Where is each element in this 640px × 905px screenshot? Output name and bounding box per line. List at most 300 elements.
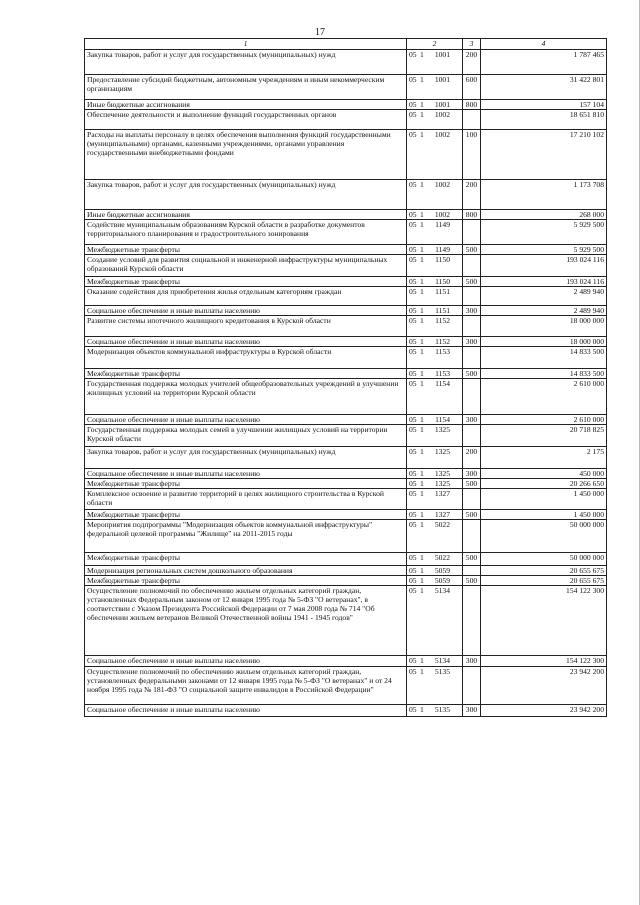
row-code bbox=[407, 316, 463, 337]
row-expense-type bbox=[463, 220, 481, 245]
row-amount: 154 122 300 bbox=[481, 586, 607, 656]
row-code-program: 1 bbox=[420, 425, 424, 434]
table-row bbox=[85, 255, 607, 277]
row-name: Межбюджетные трансферты bbox=[85, 369, 407, 379]
row-code-section: 05 bbox=[409, 245, 417, 254]
row-code bbox=[407, 553, 463, 566]
table-row bbox=[85, 576, 607, 586]
row-code bbox=[407, 425, 463, 447]
table-row bbox=[85, 110, 607, 130]
row-amount: 23 942 200 bbox=[481, 705, 607, 717]
row-code bbox=[407, 277, 463, 287]
row-expense-type bbox=[463, 347, 481, 369]
row-code-section: 05 bbox=[409, 553, 417, 562]
row-code-parts bbox=[409, 316, 460, 325]
row-code-program: 1 bbox=[420, 337, 424, 346]
row-code-section: 05 bbox=[409, 347, 417, 356]
row-name: Комплексное освоение и развитие территорий в целях жилищного строительства в Курской области bbox=[85, 489, 407, 510]
table-row bbox=[85, 425, 607, 447]
row-code bbox=[407, 566, 463, 576]
row-name: Оказание содействия для приобретения жилья отдельным категориям граждан bbox=[85, 287, 407, 306]
row-code-parts bbox=[409, 130, 460, 139]
row-code-number: 5135 bbox=[434, 705, 450, 714]
column-header-name: 1 bbox=[85, 39, 407, 50]
row-code-parts bbox=[409, 489, 460, 498]
row-amount: 23 942 200 bbox=[481, 667, 607, 705]
row-expense-type: 500 bbox=[463, 277, 481, 287]
row-code-program: 1 bbox=[420, 369, 424, 378]
row-expense-type bbox=[463, 520, 481, 553]
row-code-program: 1 bbox=[420, 469, 424, 478]
row-code-number: 1154 bbox=[435, 415, 450, 424]
row-amount: 5 929 500 bbox=[481, 220, 607, 245]
row-code-section: 05 bbox=[409, 369, 417, 378]
row-code-parts bbox=[409, 553, 460, 562]
table-row bbox=[85, 553, 607, 566]
row-expense-type bbox=[463, 425, 481, 447]
row-code-parts bbox=[409, 75, 460, 84]
row-code-number: 1152 bbox=[435, 316, 450, 325]
table-row bbox=[85, 489, 607, 510]
row-expense-type bbox=[463, 489, 481, 510]
row-name: Социальное обеспечение и иные выплаты населению bbox=[85, 306, 407, 316]
row-code-program: 1 bbox=[420, 586, 424, 595]
row-code-program: 1 bbox=[420, 576, 424, 585]
row-code-number: 5134 bbox=[434, 656, 450, 665]
row-amount: 1 450 000 bbox=[481, 489, 607, 510]
row-code-program: 1 bbox=[420, 277, 424, 286]
row-code-parts bbox=[409, 277, 460, 286]
table-row bbox=[85, 415, 607, 425]
row-code-number: 1002 bbox=[434, 110, 450, 119]
table-body bbox=[85, 50, 607, 717]
row-code-parts bbox=[409, 479, 460, 488]
row-code bbox=[407, 379, 463, 415]
table-row bbox=[85, 586, 607, 656]
row-code-number: 1150 bbox=[435, 255, 450, 264]
row-code-section: 05 bbox=[409, 576, 417, 585]
row-name: Развитие системы ипотечного жилищного кредитования в Курской области bbox=[85, 316, 407, 337]
row-code-program: 1 bbox=[420, 479, 424, 488]
row-amount: 20 655 675 bbox=[481, 576, 607, 586]
row-amount: 5 929 500 bbox=[481, 245, 607, 255]
row-code-program: 1 bbox=[420, 220, 424, 229]
row-code bbox=[407, 287, 463, 306]
row-code bbox=[407, 415, 463, 425]
row-amount: 1 450 000 bbox=[481, 510, 607, 520]
row-code-number: 5135 bbox=[434, 667, 450, 676]
row-code-number: 1150 bbox=[435, 277, 450, 286]
row-code-number: 1001 bbox=[434, 100, 450, 109]
table-row bbox=[85, 210, 607, 220]
row-name: Содействие муниципальным образованиям Курской области в разработке документов территориального планирования и градостроительного зонирования bbox=[85, 220, 407, 245]
row-name: Модернизация региональных систем дошкольного образования bbox=[85, 566, 407, 576]
row-code bbox=[407, 586, 463, 656]
row-code-section: 05 bbox=[409, 520, 417, 529]
row-code-number: 1149 bbox=[435, 220, 450, 229]
table-row bbox=[85, 75, 607, 100]
row-name: Государственная поддержка молодых семей в улучшении жилищных условий на территории Курской области bbox=[85, 425, 407, 447]
row-expense-type: 500 bbox=[463, 553, 481, 566]
row-expense-type: 300 bbox=[463, 337, 481, 347]
table-row bbox=[85, 656, 607, 667]
table-row bbox=[85, 220, 607, 245]
row-code-number: 5022 bbox=[434, 520, 450, 529]
row-name: Социальное обеспечение и иные выплаты населению bbox=[85, 656, 407, 667]
row-code-section: 05 bbox=[409, 50, 417, 59]
row-code-parts bbox=[409, 469, 460, 478]
row-amount: 50 000 000 bbox=[481, 553, 607, 566]
row-code-number: 5059 bbox=[434, 576, 450, 585]
row-name: Межбюджетные трансферты bbox=[85, 479, 407, 489]
row-code-parts bbox=[409, 255, 460, 264]
row-code-program: 1 bbox=[420, 210, 424, 219]
row-code-number: 5022 bbox=[434, 553, 450, 562]
table-row bbox=[85, 306, 607, 316]
table-row bbox=[85, 469, 607, 479]
row-code-section: 05 bbox=[409, 447, 417, 456]
table-row bbox=[85, 130, 607, 180]
row-name: Социальное обеспечение и иные выплаты населению bbox=[85, 705, 407, 717]
row-amount: 14 833 500 bbox=[481, 369, 607, 379]
row-amount: 2 610 000 bbox=[481, 379, 607, 415]
row-code-program: 1 bbox=[420, 130, 424, 139]
row-amount: 50 000 000 bbox=[481, 520, 607, 553]
row-code bbox=[407, 306, 463, 316]
row-code-section: 05 bbox=[409, 316, 417, 325]
row-code bbox=[407, 50, 463, 75]
row-code-section: 05 bbox=[409, 306, 417, 315]
row-name: Иные бюджетные ассигнования bbox=[85, 210, 407, 220]
row-code-parts bbox=[409, 425, 460, 434]
row-code-number: 1153 bbox=[435, 347, 450, 356]
row-expense-type: 200 bbox=[463, 180, 481, 210]
row-expense-type bbox=[463, 566, 481, 576]
row-code bbox=[407, 656, 463, 667]
row-expense-type: 500 bbox=[463, 479, 481, 489]
row-code bbox=[407, 180, 463, 210]
row-amount: 157 104 bbox=[481, 100, 607, 110]
row-code-section: 05 bbox=[409, 510, 417, 519]
budget-table bbox=[84, 38, 607, 717]
row-name: Закупка товаров, работ и услуг для государственных (муниципальных) нужд bbox=[85, 50, 407, 75]
row-expense-type: 300 bbox=[463, 705, 481, 717]
row-code bbox=[407, 369, 463, 379]
row-code bbox=[407, 245, 463, 255]
row-code-parts bbox=[409, 447, 460, 456]
row-code bbox=[407, 447, 463, 469]
row-code-program: 1 bbox=[420, 705, 424, 714]
row-code-section: 05 bbox=[409, 667, 417, 676]
row-code-program: 1 bbox=[420, 415, 424, 424]
row-expense-type bbox=[463, 110, 481, 130]
row-expense-type: 500 bbox=[463, 245, 481, 255]
row-code-section: 05 bbox=[409, 255, 417, 264]
row-code-section: 05 bbox=[409, 210, 417, 219]
row-code bbox=[407, 220, 463, 245]
row-code-program: 1 bbox=[420, 656, 424, 665]
table-row bbox=[85, 379, 607, 415]
row-code-parts bbox=[409, 210, 460, 219]
row-amount: 2 610 000 bbox=[481, 415, 607, 425]
row-code bbox=[407, 469, 463, 479]
row-code-parts bbox=[409, 576, 460, 585]
row-expense-type: 300 bbox=[463, 656, 481, 667]
row-code-program: 1 bbox=[420, 110, 424, 119]
row-name: Межбюджетные трансферты bbox=[85, 576, 407, 586]
table-row bbox=[85, 667, 607, 705]
row-amount: 268 000 bbox=[481, 210, 607, 220]
row-code-section: 05 bbox=[409, 489, 417, 498]
row-code-number: 1002 bbox=[434, 210, 450, 219]
row-code-parts bbox=[409, 347, 460, 356]
row-code-section: 05 bbox=[409, 586, 417, 595]
row-code bbox=[407, 667, 463, 705]
row-code bbox=[407, 255, 463, 277]
row-code-section: 05 bbox=[409, 337, 417, 346]
row-amount: 20 266 650 bbox=[481, 479, 607, 489]
row-code-program: 1 bbox=[420, 520, 424, 529]
table-row bbox=[85, 347, 607, 369]
row-code-number: 1001 bbox=[434, 50, 450, 59]
row-name: Иные бюджетные ассигнования bbox=[85, 100, 407, 110]
table-row bbox=[85, 520, 607, 553]
row-code-number: 1325 bbox=[434, 425, 450, 434]
row-code-parts bbox=[409, 586, 460, 595]
table-row bbox=[85, 510, 607, 520]
row-name: Мероприятия подпрограммы "Модернизация объектов коммунальной инфраструктуры" федеральной целевой программы "Жилище" на 2011-2015 годы bbox=[85, 520, 407, 553]
row-code-number: 1325 bbox=[434, 469, 450, 478]
row-name: Межбюджетные трансферты bbox=[85, 553, 407, 566]
column-header-expense-type: 3 bbox=[463, 39, 481, 50]
row-code-section: 05 bbox=[409, 656, 417, 665]
row-name: Межбюджетные трансферты bbox=[85, 245, 407, 255]
row-expense-type bbox=[463, 379, 481, 415]
table-row bbox=[85, 447, 607, 469]
row-code-parts bbox=[409, 220, 460, 229]
row-code-program: 1 bbox=[420, 75, 424, 84]
row-amount: 2 489 940 bbox=[481, 306, 607, 316]
row-code-parts bbox=[409, 50, 460, 59]
row-code-section: 05 bbox=[409, 566, 417, 575]
table-row bbox=[85, 50, 607, 75]
row-code-number: 1325 bbox=[434, 447, 450, 456]
row-code-number: 1149 bbox=[435, 245, 450, 254]
row-expense-type: 300 bbox=[463, 469, 481, 479]
row-name: Расходы на выплаты персоналу в целях обеспечения выполнения функций государственными (муниципальными) органами, казенными учреждениями, органами управления государственными внебюджетными фондами bbox=[85, 130, 407, 180]
row-code-number: 5134 bbox=[434, 586, 450, 595]
row-code-parts bbox=[409, 379, 460, 388]
column-header-code: 2 bbox=[407, 39, 463, 50]
row-expense-type bbox=[463, 316, 481, 337]
row-expense-type bbox=[463, 255, 481, 277]
row-code-parts bbox=[409, 306, 460, 315]
row-expense-type: 500 bbox=[463, 369, 481, 379]
row-amount: 18 000 000 bbox=[481, 316, 607, 337]
row-code-section: 05 bbox=[409, 379, 417, 388]
row-name: Закупка товаров, работ и услуг для государственных (муниципальных) нужд bbox=[85, 447, 407, 469]
row-code-section: 05 bbox=[409, 469, 417, 478]
row-code bbox=[407, 100, 463, 110]
table-row bbox=[85, 245, 607, 255]
row-amount: 20 655 675 bbox=[481, 566, 607, 576]
row-code bbox=[407, 479, 463, 489]
row-code-program: 1 bbox=[420, 347, 424, 356]
row-code bbox=[407, 510, 463, 520]
row-code-section: 05 bbox=[409, 75, 417, 84]
row-code bbox=[407, 520, 463, 553]
row-expense-type: 500 bbox=[463, 576, 481, 586]
row-expense-type: 500 bbox=[463, 510, 481, 520]
row-code-section: 05 bbox=[409, 479, 417, 488]
row-code-parts bbox=[409, 110, 460, 119]
table-row bbox=[85, 100, 607, 110]
row-code bbox=[407, 347, 463, 369]
row-code-section: 05 bbox=[409, 277, 417, 286]
row-code-section: 05 bbox=[409, 180, 417, 189]
row-name: Государственная поддержка молодых учителей общеобразовательных учреждений в улучшении жилищных условий на территории Курской области bbox=[85, 379, 407, 415]
row-amount: 450 000 bbox=[481, 469, 607, 479]
row-amount: 31 422 801 bbox=[481, 75, 607, 100]
row-expense-type: 800 bbox=[463, 210, 481, 220]
row-code-parts bbox=[409, 369, 460, 378]
row-code-section: 05 bbox=[409, 130, 417, 139]
table-row bbox=[85, 316, 607, 337]
row-code-number: 1325 bbox=[434, 479, 450, 488]
row-code-program: 1 bbox=[420, 489, 424, 498]
row-code bbox=[407, 210, 463, 220]
row-code-section: 05 bbox=[409, 110, 417, 119]
row-expense-type bbox=[463, 586, 481, 656]
row-code bbox=[407, 337, 463, 347]
row-code bbox=[407, 489, 463, 510]
row-code-section: 05 bbox=[409, 415, 417, 424]
row-code bbox=[407, 705, 463, 717]
row-expense-type: 800 bbox=[463, 100, 481, 110]
row-name: Осуществление полномочий по обеспечению жильем отдельных категорий граждан, установленных федеральными законами от 12 января 1995 года № 5-ФЗ "О ветеранах" и от 24 ноября 1995 года № 181-ФЗ "О социальной защите инвалидов в Российской Федерации" bbox=[85, 667, 407, 705]
row-code-section: 05 bbox=[409, 100, 417, 109]
row-code-program: 1 bbox=[420, 379, 424, 388]
table-row bbox=[85, 287, 607, 306]
row-code-program: 1 bbox=[420, 316, 424, 325]
row-expense-type bbox=[463, 667, 481, 705]
row-code-number: 1327 bbox=[434, 510, 450, 519]
table-row bbox=[85, 369, 607, 379]
row-amount: 2 175 bbox=[481, 447, 607, 469]
row-code-section: 05 bbox=[409, 220, 417, 229]
row-amount: 1 787 465 bbox=[481, 50, 607, 75]
page-number: 17 bbox=[315, 27, 325, 38]
row-code-parts bbox=[409, 656, 460, 665]
row-code bbox=[407, 75, 463, 100]
row-name: Межбюджетные трансферты bbox=[85, 510, 407, 520]
table-row bbox=[85, 180, 607, 210]
row-name: Межбюджетные трансферты bbox=[85, 277, 407, 287]
row-code-program: 1 bbox=[420, 566, 424, 575]
row-code-number: 1002 bbox=[434, 130, 450, 139]
row-name: Закупка товаров, работ и услуг для государственных (муниципальных) нужд bbox=[85, 180, 407, 210]
row-expense-type: 300 bbox=[463, 306, 481, 316]
row-code-program: 1 bbox=[420, 510, 424, 519]
table-row bbox=[85, 705, 607, 717]
row-code-parts bbox=[409, 415, 460, 424]
row-code-number: 1151 bbox=[435, 306, 450, 315]
row-amount: 1 173 708 bbox=[481, 180, 607, 210]
row-name: Социальное обеспечение и иные выплаты населению bbox=[85, 469, 407, 479]
row-code-number: 5059 bbox=[434, 566, 450, 575]
row-code-program: 1 bbox=[420, 245, 424, 254]
row-expense-type: 200 bbox=[463, 447, 481, 469]
row-amount: 193 024 116 bbox=[481, 277, 607, 287]
row-code bbox=[407, 130, 463, 180]
row-code-program: 1 bbox=[420, 553, 424, 562]
row-expense-type bbox=[463, 287, 481, 306]
row-code-parts bbox=[409, 245, 460, 254]
row-code-program: 1 bbox=[420, 287, 424, 296]
row-name: Обеспечение деятельности и выполнение функций государственных органов bbox=[85, 110, 407, 130]
row-code-number: 1151 bbox=[435, 287, 450, 296]
row-code-parts bbox=[409, 520, 460, 529]
row-amount: 18 000 000 bbox=[481, 337, 607, 347]
row-code-section: 05 bbox=[409, 287, 417, 296]
row-name: Социальное обеспечение и иные выплаты населению bbox=[85, 337, 407, 347]
row-code-parts bbox=[409, 287, 460, 296]
row-amount: 2 489 940 bbox=[481, 287, 607, 306]
row-code bbox=[407, 110, 463, 130]
row-code-program: 1 bbox=[420, 100, 424, 109]
row-amount: 17 210 102 bbox=[481, 130, 607, 180]
row-name: Модернизация объектов коммунальной инфраструктуры в Курской области bbox=[85, 347, 407, 369]
row-code-parts bbox=[409, 180, 460, 189]
table-row bbox=[85, 337, 607, 347]
row-code-number: 1153 bbox=[435, 369, 450, 378]
row-code-program: 1 bbox=[420, 306, 424, 315]
row-code-parts bbox=[409, 667, 460, 676]
row-expense-type: 200 bbox=[463, 50, 481, 75]
row-expense-type: 300 bbox=[463, 415, 481, 425]
row-code-parts bbox=[409, 566, 460, 575]
row-code-program: 1 bbox=[420, 255, 424, 264]
row-amount: 20 718 825 bbox=[481, 425, 607, 447]
row-code-program: 1 bbox=[420, 50, 424, 59]
row-name: Предоставление субсидий бюджетным, автономным учреждениям и иным некоммерческим организациям bbox=[85, 75, 407, 100]
row-amount: 154 122 300 bbox=[481, 656, 607, 667]
table-header-row bbox=[85, 39, 607, 50]
row-code-number: 1001 bbox=[434, 75, 450, 84]
row-code-parts bbox=[409, 337, 460, 346]
table-row bbox=[85, 566, 607, 576]
row-name: Осуществление полномочий по обеспечению жильем отдельных категорий граждан, установленных Федеральным законом от 12 января 1995 года № 5-ФЗ "О ветеранах", в соответствии с Указом Президента Российской Федерации от 7 мая 2008 года № 714 "Об обеспечении жильем ветеранов Великой Отечественной войны 1941 - 1945 годов" bbox=[85, 586, 407, 656]
row-code-program: 1 bbox=[420, 447, 424, 456]
row-amount: 14 833 500 bbox=[481, 347, 607, 369]
row-amount: 18 651 810 bbox=[481, 110, 607, 130]
row-expense-type: 600 bbox=[463, 75, 481, 100]
row-name: Социальное обеспечение и иные выплаты населению bbox=[85, 415, 407, 425]
row-code-parts bbox=[409, 705, 460, 714]
row-code-parts bbox=[409, 510, 460, 519]
table-row bbox=[85, 277, 607, 287]
column-header-amount: 4 bbox=[481, 39, 607, 50]
row-code-section: 05 bbox=[409, 705, 417, 714]
table-row bbox=[85, 479, 607, 489]
row-code-program: 1 bbox=[420, 667, 424, 676]
row-amount: 193 024 116 bbox=[481, 255, 607, 277]
row-code-program: 1 bbox=[420, 180, 424, 189]
row-name: Создание условий для развития социальной и инженерной инфраструктуры муниципальных образований Курской области bbox=[85, 255, 407, 277]
row-code-number: 1327 bbox=[434, 489, 450, 498]
row-code-section: 05 bbox=[409, 425, 417, 434]
row-code bbox=[407, 576, 463, 586]
